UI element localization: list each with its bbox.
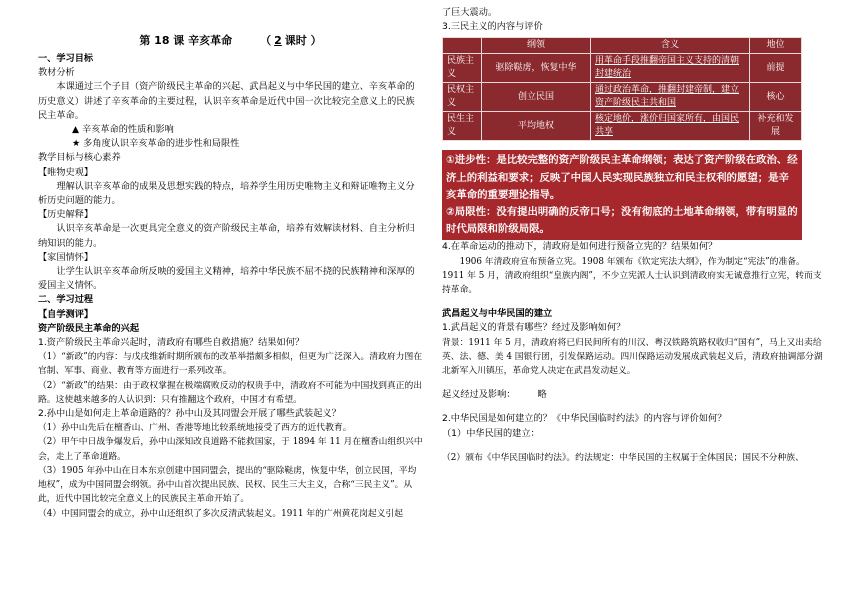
- table-header-row: [443, 38, 802, 54]
- lesson-title-main: 第 18 课 辛亥革命: [139, 34, 233, 47]
- principle-meaning: 用革命手段推翻帝国主义支持的清朝封建统治: [591, 54, 750, 83]
- answer-2a: （1）孙中山先后在檀香山、广州、香港等地比较系统地接受了西方的近代教育。: [38, 423, 352, 434]
- principle-status: 补充和发展: [750, 112, 802, 141]
- section-heading-process: 二、学习过程: [38, 294, 94, 306]
- section-heading-goals: 一、学习目标: [38, 53, 94, 64]
- answer-r1-background: 背景：1911 年 5 月，清政府将已归民间所有的川汉、粤汉铁路筑路权收归“国有”，马上又出卖给英、法、德、美 4 国银行团，引发保路运动。四川保路运动发展成武装起义后，清政府抽调部分湖北新军入川镇压，革命党人决定在武昌发动起义。: [442, 337, 823, 377]
- question-r1: 1.武昌起义的背景有哪些？经过及影响如何？: [442, 322, 626, 334]
- lesson-title-paren-close: 课时 ）: [284, 34, 322, 47]
- principle-program: 驱除鞑虏，恢复中华: [482, 54, 591, 83]
- subsection-heading-rise: 资产阶级民主革命的兴起: [38, 322, 140, 334]
- self-test-heading: 【自学测评】: [38, 308, 94, 320]
- question-1: 1.资产阶级民主革命兴起时，清政府有哪些自救措施？结果如何？: [38, 337, 305, 349]
- principle-meaning: 通过政治革命，推翻封建帝制，建立资产阶级民主共和国: [591, 83, 750, 112]
- principle-meaning: 核定地价，涨价归国家所有，由国民共享: [591, 112, 750, 141]
- answer-2c: （3）1905 年孙中山在日本东京创建中国同盟会，提出的“驱除鞑虏，恢复中华，创立民国，平均地权”，成为中国同盟会纲领。孙中山首次提出民族、民权、民生三大主义，合称“三民主义”。从此，近代中国比较完全意义上的民族民主革命开始了。: [38, 465, 417, 505]
- analysis-text: 本课通过三个子目（资产阶级民主革命的兴起、武昌起义与中华民国的建立、辛亥革命的历史意义）讲述了辛亥革命的主要过程，认识辛亥革命是近代中国一次比较完全意义上的民族民主革命。: [38, 81, 415, 121]
- right-column: [442, 6, 825, 465]
- process-label: 起义经过及影响：: [442, 389, 516, 401]
- question-3: 3.三民主义的内容与评价: [442, 21, 543, 33]
- left-column: [38, 34, 423, 521]
- literacy-title: 教学目标与核心素养: [38, 152, 121, 164]
- question-r2: 2.中华民国是如何建立的？《中华民国临时约法》的内容与评价如何？: [442, 413, 727, 425]
- goal-item-1: ▲ 辛亥革命的性质和影响: [72, 124, 174, 136]
- principle-name: 民生主义: [443, 112, 482, 141]
- patriotism-text: 让学生认识辛亥革命所反映的爱国主义精神，培养中华民族不屈不挠的民族精神和深厚的爱国主义情怀。: [38, 266, 415, 292]
- answer-2b: （2）甲午中日战争爆发后，孙中山深知改良道路不能救国家，于 1894 年 11 月在檀香山组织兴中会，走上了革命道路。: [38, 437, 423, 462]
- table-row: [443, 83, 802, 112]
- patriotism-title: 【家国情怀】: [38, 251, 94, 263]
- subsection-heading-wuchang: 武昌起义与中华民国的建立: [442, 308, 553, 320]
- three-principles-table: [442, 37, 802, 141]
- table-row: [443, 112, 802, 141]
- answer-2d: （4）中国同盟会的成立，孙中山还组织了多次反清武装起义。1911 年的广州黄花岗起义引起: [38, 508, 404, 519]
- answer-4: 1906 年清政府宣布预备立宪。1908 年颁布《钦定宪法大纲》，作为制定“宪法”的准备。1911 年 5 月，清政府组织“皇族内阁”，不少立宪派人士认识到清政府实无诚意推行立宪，转而支持革命。: [442, 256, 822, 296]
- lesson-title: [38, 34, 423, 48]
- principle-program: 平均地权: [482, 112, 591, 141]
- lesson-title-paren-open: （: [260, 34, 272, 47]
- answer-r1-process: [442, 388, 825, 402]
- table-header-cell: 地位: [750, 38, 802, 54]
- table-header-cell: [443, 38, 482, 54]
- evaluation-limitations: ②局限性：没有提出明确的反帝口号；没有彻底的土地革命纲领，带有明显的时代局限和阶级局限。: [446, 206, 798, 236]
- evaluation-box: [442, 150, 802, 240]
- table-header-cell: 纲领: [482, 38, 591, 54]
- table-row: [443, 54, 802, 83]
- answer-r2a: （1）中华民国的建立：: [442, 427, 540, 439]
- principle-name: 民权主义: [443, 83, 482, 112]
- question-2: 2.孙中山是如何走上革命道路的？孙中山及其同盟会开展了哪些武装起义？: [38, 408, 341, 420]
- materialism-text: 理解认识辛亥革命的成果及思想实践的特点，培养学生用历史唯物主义和辩证唯物主义分析历史问题的能力。: [38, 180, 415, 207]
- continued-text: 了巨大震动。: [442, 7, 498, 18]
- answer-1a: （1）“新政”的内容：与戊戌维新时期所颁布的改革举措颇多相似，但更为广泛深入。清政府力图在官制、军事、商业、教育等方面进行一系列改革。: [38, 352, 423, 377]
- principle-status: 前提: [750, 54, 802, 83]
- question-4: 4.在革命运动的推动下，清政府是如何进行预备立宪的？结果如何？: [442, 241, 718, 253]
- evaluation-progressive: ①进步性：是比较完整的资产阶级民主革命纲领；表达了资产阶级在政治、经济上的利益和要求；反映了中国人民实现民族独立和民主权利的愿望；是辛亥革命的重要理论指导。: [446, 154, 798, 201]
- goal-item-2: ★ 多角度认识辛亥革命的进步性和局限性: [72, 138, 240, 150]
- principle-program: 创立民国: [482, 83, 591, 112]
- principle-status: 核心: [750, 83, 802, 112]
- interpretation-title: 【历史解释】: [38, 209, 94, 221]
- process-value: 略: [537, 389, 547, 401]
- materialism-title: 【唯物史观】: [38, 166, 94, 178]
- answer-1b: （2）“新政”的结果：由于政权掌握在极端腐败反动的权贵手中，清政府不可能为中国找到真正的出路。这使越来越多的人认识到：只有推翻这个政府，中国才有希望。: [38, 380, 423, 405]
- analysis-title: 教材分析: [38, 67, 75, 79]
- interpretation-text: 认识辛亥革命是一次更具完全意义的资产阶级民主革命，培养有效解读材料、自主分析归纳知识的能力。: [38, 223, 415, 249]
- lesson-period-count: 2: [274, 34, 282, 47]
- principle-name: 民族主义: [443, 54, 482, 83]
- table-header-cell: 含义: [591, 38, 750, 54]
- answer-r2b: （2）颁布《中华民国临时约法》。约法规定：中华民国的主权属于全体国民；国民不分种族、: [442, 452, 804, 463]
